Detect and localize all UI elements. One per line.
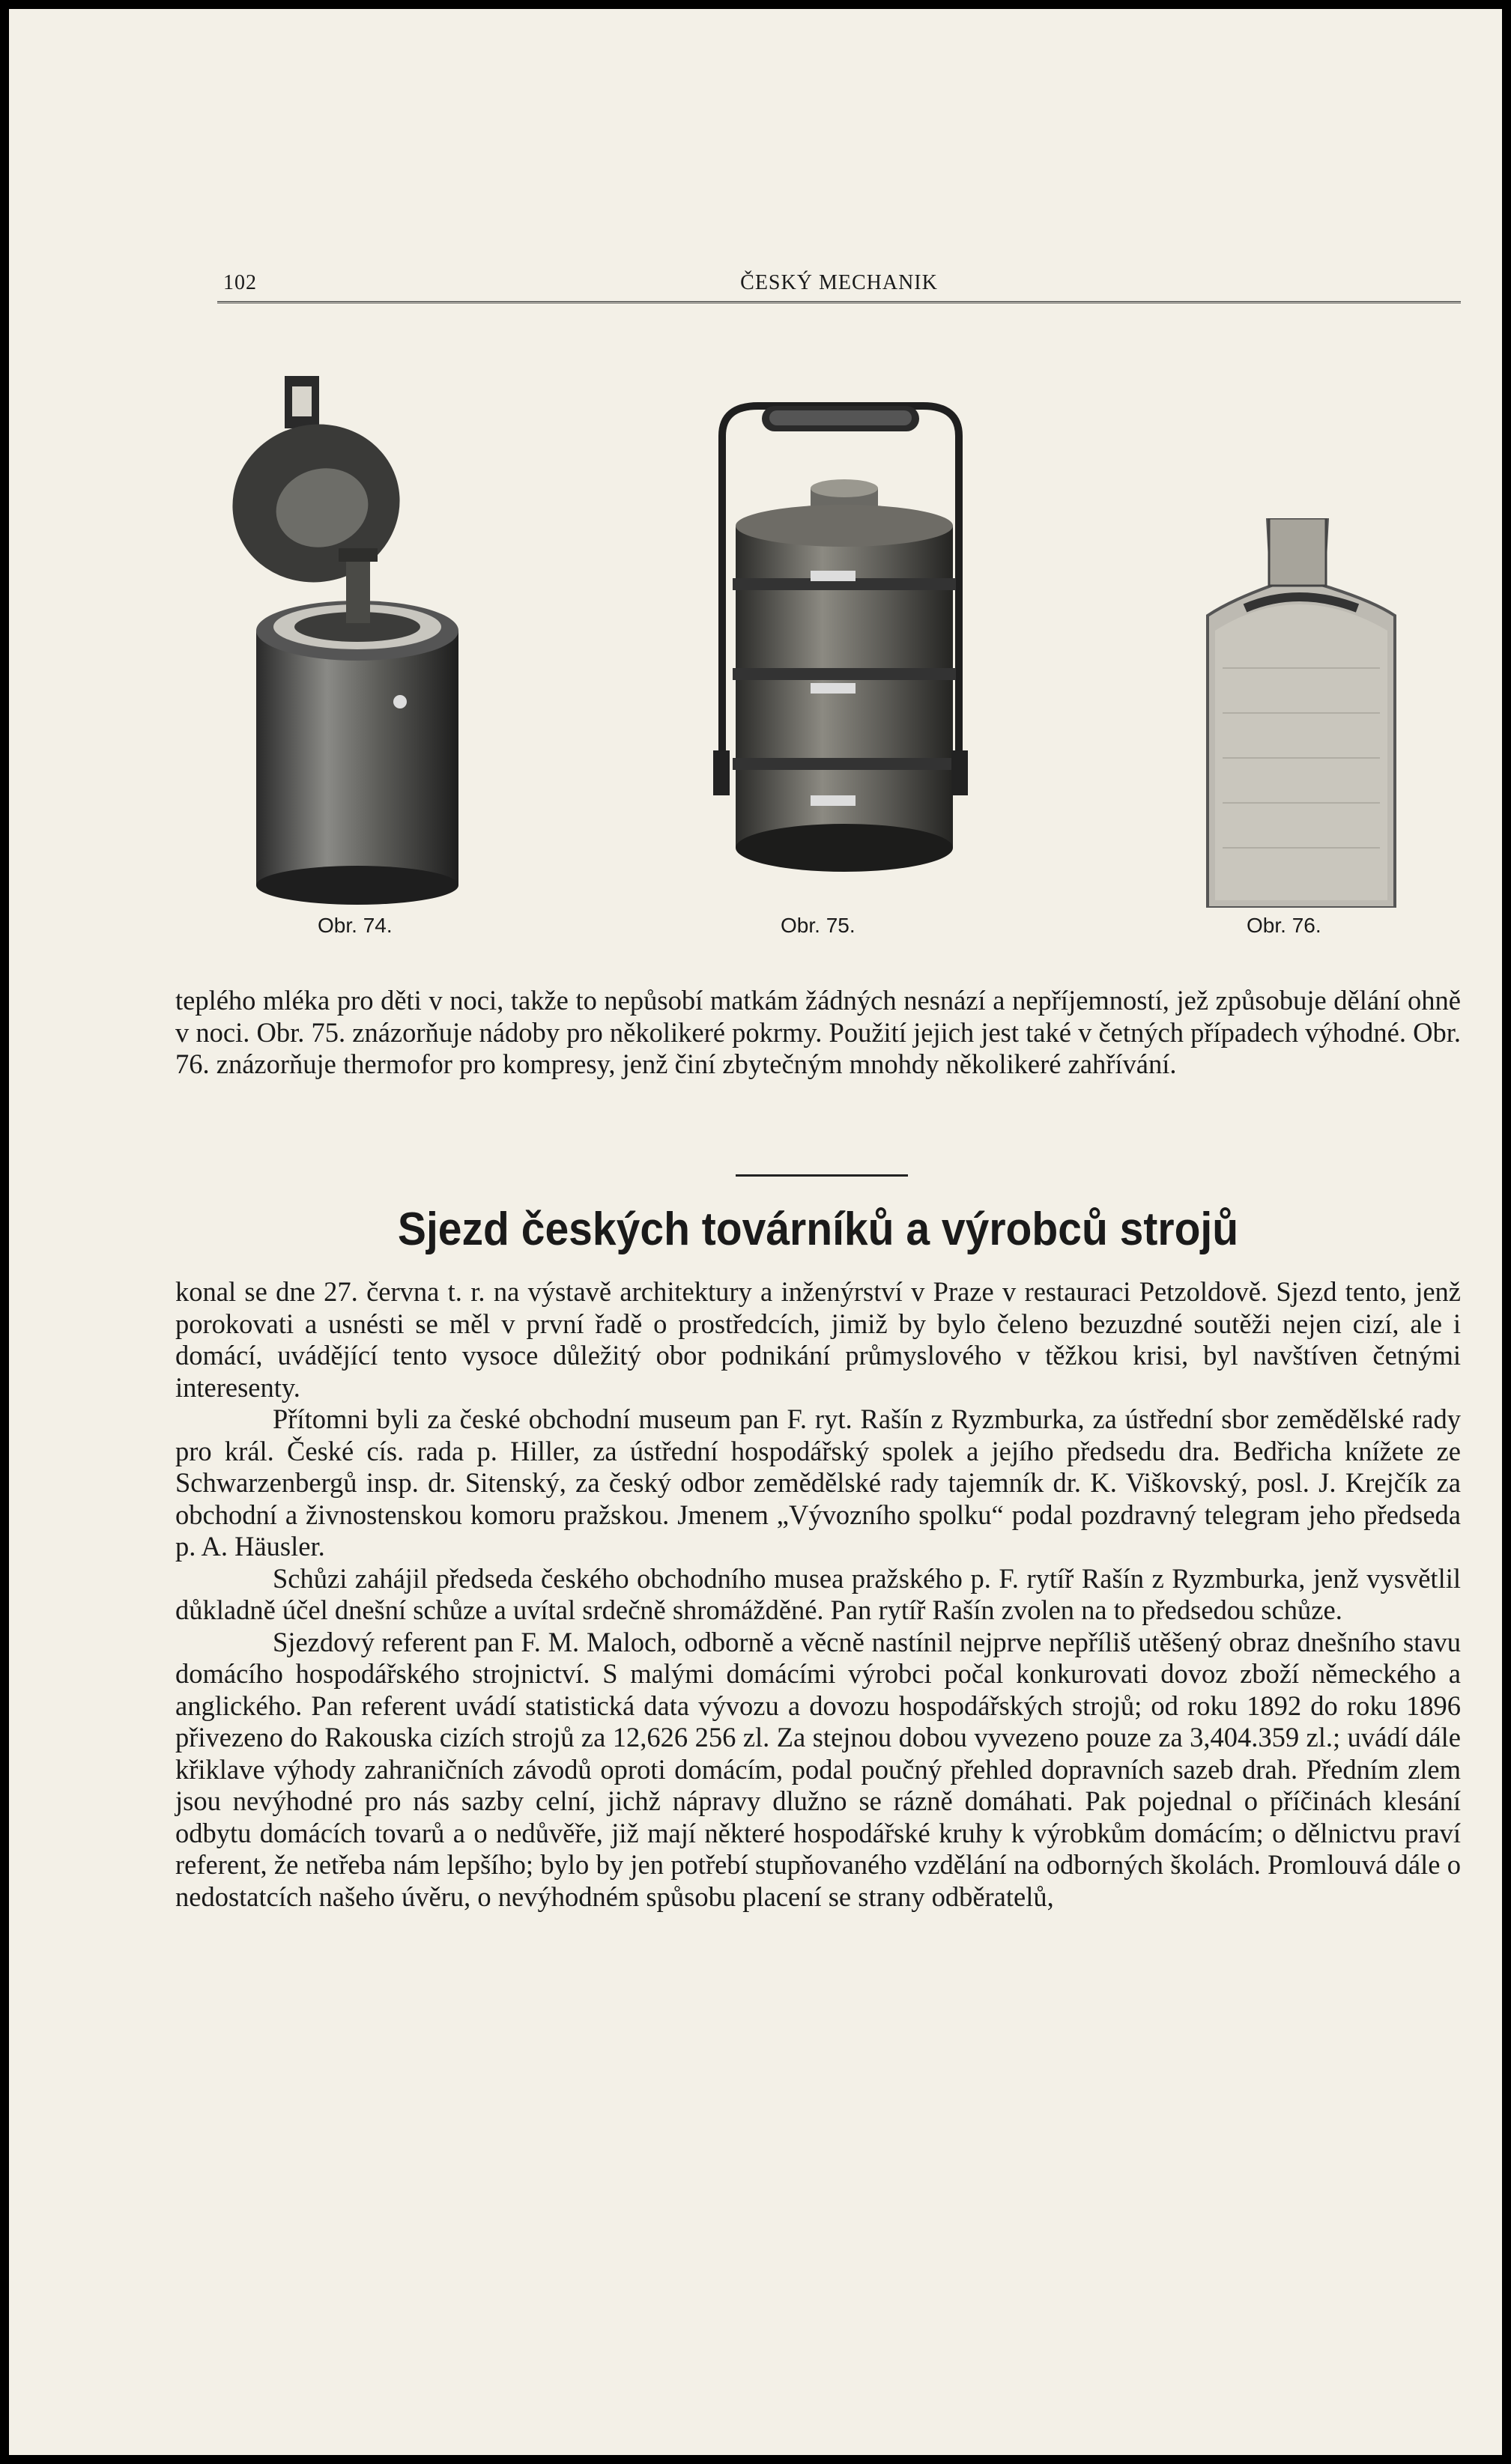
intro-paragraph: teplého mléka pro děti v noci, takže to nepůsobí matkám žádných nesnází a nepříjemností, jež způsobuje dělání ohně v noci. Obr. 75. znázorňuje nádoby pro několikeré pokrmy. Použití jejich jest také v četných případech výhodné. Obr. 76. znázorňuje thermofor pro kompresy, jenž činí zbytečným mnohdy několikeré zahřívání. bbox=[175, 985, 1461, 1079]
food-carrier-figure bbox=[706, 391, 975, 908]
milk-warmer-figure bbox=[226, 361, 466, 915]
figure-caption-76: Obr. 76. bbox=[1247, 914, 1321, 937]
article-paragraph: konal se dne 27. června t. r. na výstavě architektury a inženýrství v Praze v restauraci Petzoldově. Sjezd tento, jenž porokovati a usnésti se měl v první řadě o prostředcích, jimiž by bylo čeleno bezuzdné soutěži nejen cizí, ale i domácí, uvádějící tento vysoce důležitý obor podnikání průmyslového v těžkou krisi, byl navštíven četnými interesenty. bbox=[175, 1276, 1461, 1403]
article-paragraph: Schůzi zahájil předseda českého obchodního musea pražského p. F. rytíř Rašín z Ryzmburka, jenž vysvětlil důkladně účel dnešní schůze a uvítal srdečně shromážděné. Pan rytíř Rašín zvolen na to předsedou schůze. bbox=[175, 1562, 1461, 1625]
document-page bbox=[9, 9, 1502, 2455]
article-paragraph: Sjezdový referent pan F. M. Maloch, odborně a věcně nastínil nejprve nepříliš utěšený obraz dnešního stavu domácího hospodářského strojnictví. S malými domácími výrobci počal konkurovati dovoz zboží německého a anglického. Pan referent uvádí statistická data vývozu a dovozu hospodářských strojů; od roku 1892 do roku 1896 přivezeno do Rakouska cizích strojů za 12,626 256 zl. Za stejnou dobou vyvezeno pouze za 3,404.359 zl.; uvádí dále křiklave výhody zahraničních závodů oproti domácím, podal poučný přehled dopravních sazeb drah. Předním zlem jsou nevýhodné pro nás sazby celní, jichž nápravy dlužno se rázně domáhati. Pak pojednal o příčinách klesání odbytu domácích tovarů a o nedůvěře, již mají některé hospodářské kruhy k výrobkům domácím; o dělnictvu praví referent, že netřeba nám lepšího; bylo by jen potřebí stupňovaného vzdělání na odborných školách. Promlouvá dále o nedostatcích našeho úvěru, o nevýhodném spůsobu placení se strany odběratelů, bbox=[175, 1626, 1461, 1912]
section-divider bbox=[736, 1174, 908, 1177]
article-body bbox=[175, 1276, 1461, 1913]
figure-caption-74: Obr. 74. bbox=[318, 914, 393, 937]
hot-water-bottle-figure bbox=[1178, 518, 1425, 908]
article-paragraph: Přítomni byli za české obchodní museum pan F. ryt. Rašín z Ryzmburka, za ústřední sbor zemědělské rady pro král. České cís. rada p. Hiller, za ústřední hospodářský spolek a jejího předsedu dra. Bedřicha knížete ze Schwarzenbergů insp. dr. Sitenský, za český odbor zemědělské rady tajemník dr. K. Viškovský, posl. J. Krejčík za obchodní a živnostenskou komoru pražskou. Jmenem „Vývozního spolku“ podal pozdravný telegram jeho předseda p. A. Häusler. bbox=[175, 1404, 1461, 1562]
figure-caption-75: Obr. 75. bbox=[781, 914, 856, 937]
page-number: 102 bbox=[223, 271, 257, 294]
article-title: Sjezd českých továrníků a výrobců strojů bbox=[397, 1204, 1239, 1255]
running-head: ČESKÝ MECHANIK bbox=[740, 271, 938, 294]
intro-text bbox=[175, 985, 1461, 1081]
page-header bbox=[217, 271, 1461, 303]
